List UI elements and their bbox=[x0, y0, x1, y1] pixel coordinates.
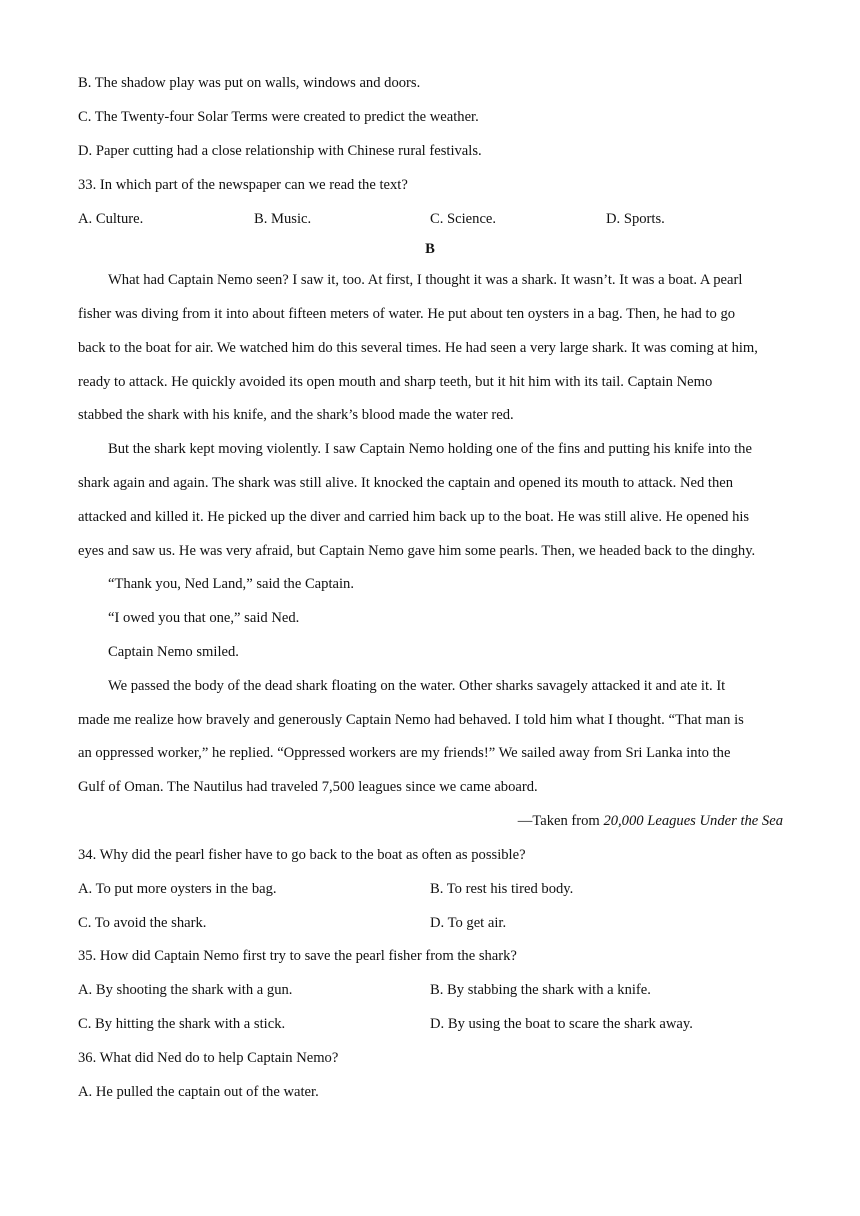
q36-option-a: A. He pulled the captain out of the water. bbox=[78, 1084, 319, 1100]
q34-option-c: C. To avoid the shark. bbox=[78, 915, 207, 931]
passage-source bbox=[518, 812, 783, 830]
passage-line: attacked and killed it. He picked up the diver and carried him back up to the boat. He was still alive. He opened his bbox=[78, 509, 750, 525]
passage-line: We passed the body of the dead shark floating on the water. Other sharks savagely attacked it and ate it. It bbox=[108, 678, 726, 694]
section-title: B bbox=[425, 241, 435, 257]
q35-option-d: D. By using the boat to scare the shark away. bbox=[430, 1016, 693, 1032]
passage-line: Captain Nemo smiled. bbox=[108, 644, 239, 660]
passage-line: back to the boat for air. We watched him do this several times. He had seen a very large shark. It was coming at him, bbox=[78, 340, 758, 356]
q34-option-d: D. To get air. bbox=[430, 915, 507, 931]
passage-line: an oppressed worker,” he replied. “Oppressed workers are my friends!” We sailed away from Sri Lanka into the bbox=[78, 745, 731, 761]
q33-option-a: A. Culture. bbox=[78, 211, 144, 227]
passage-line: “Thank you, Ned Land,” said the Captain. bbox=[108, 576, 354, 592]
option-c: C. The Twenty-four Solar Terms were created to predict the weather. bbox=[78, 109, 479, 125]
q33-option-c: C. Science. bbox=[430, 211, 497, 227]
q33-option-d: D. Sports. bbox=[606, 211, 665, 227]
passage-line: fisher was diving from it into about fifteen meters of water. He put about ten oysters in a bag. Then, he had to go bbox=[78, 306, 736, 322]
question-36: 36. What did Ned do to help Captain Nemo? bbox=[78, 1050, 339, 1066]
source-title: 20,000 Leagues Under the Sea bbox=[603, 813, 783, 829]
passage-line: eyes and saw us. He was very afraid, but Captain Nemo gave him some pearls. Then, we headed back to the dinghy. bbox=[78, 543, 756, 559]
question-35: 35. How did Captain Nemo first try to save the pearl fisher from the shark? bbox=[78, 948, 517, 964]
q35-option-a: A. By shooting the shark with a gun. bbox=[78, 982, 293, 998]
passage-line: Gulf of Oman. The Nautilus had traveled 7,500 leagues since we came aboard. bbox=[78, 779, 538, 795]
question-34: 34. Why did the pearl fisher have to go back to the boat as often as possible? bbox=[78, 847, 526, 863]
passage-line: ready to attack. He quickly avoided its open mouth and sharp teeth, but it hit him with its tail. Captain Nemo bbox=[78, 374, 713, 390]
q35-option-b: B. By stabbing the shark with a knife. bbox=[430, 982, 651, 998]
passage-line: But the shark kept moving violently. I saw Captain Nemo holding one of the fins and putting his knife into the bbox=[108, 441, 752, 457]
source-prefix: —Taken from bbox=[517, 813, 604, 829]
q33-option-b: B. Music. bbox=[254, 211, 312, 227]
option-d: D. Paper cutting had a close relationship with Chinese rural festivals. bbox=[78, 143, 482, 159]
q34-option-b: B. To rest his tired body. bbox=[430, 881, 574, 897]
question-33: 33. In which part of the newspaper can we read the text? bbox=[78, 177, 408, 193]
passage-line: made me realize how bravely and generously Captain Nemo had behaved. I told him what I thought. “That man is bbox=[78, 712, 744, 728]
passage-line: shark again and again. The shark was still alive. It knocked the captain and opened its mouth to attack. Ned then bbox=[78, 475, 734, 491]
passage-line: “I owed you that one,” said Ned. bbox=[108, 610, 300, 626]
q35-option-c: C. By hitting the shark with a stick. bbox=[78, 1016, 286, 1032]
passage-line: stabbed the shark with his knife, and the shark’s blood made the water red. bbox=[78, 407, 514, 423]
q34-option-a: A. To put more oysters in the bag. bbox=[78, 881, 277, 897]
option-b: B. The shadow play was put on walls, windows and doors. bbox=[78, 75, 421, 91]
passage-line: What had Captain Nemo seen? I saw it, too. At first, I thought it was a shark. It wasn’t. It was a boat. A pearl bbox=[108, 272, 743, 288]
